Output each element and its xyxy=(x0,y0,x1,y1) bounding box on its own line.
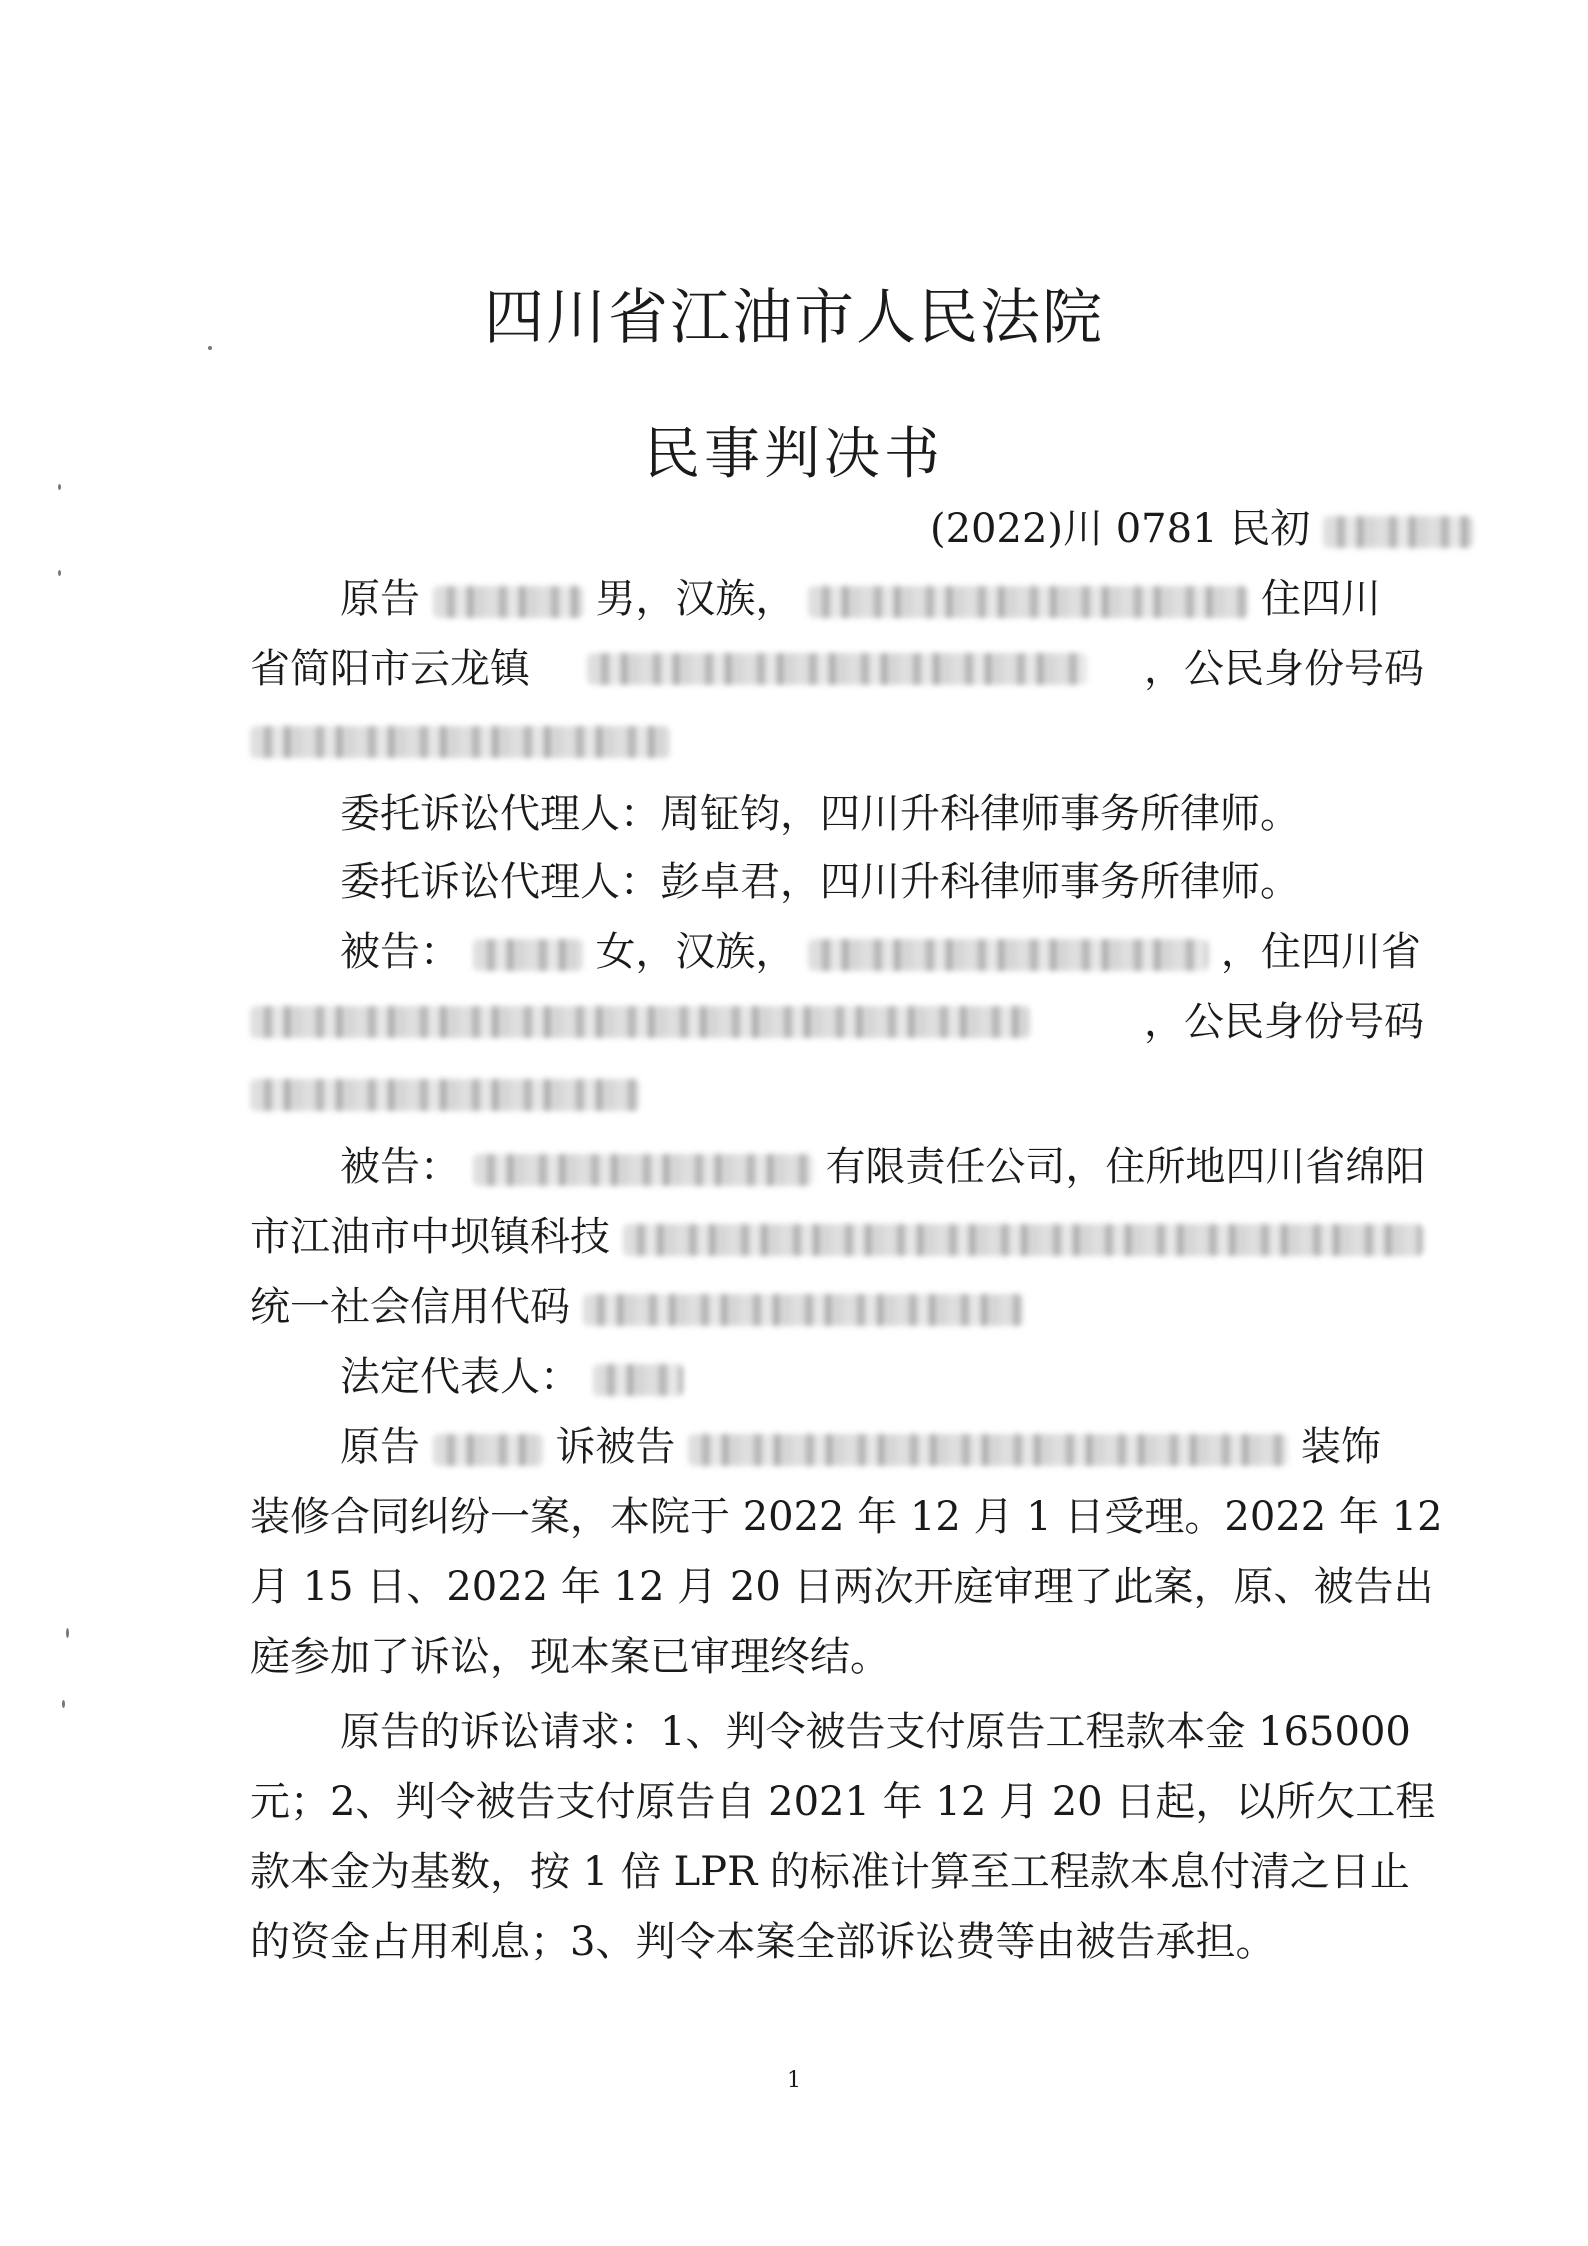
defendant2-label: 被告： xyxy=(340,1144,460,1190)
redacted-defendant2-company xyxy=(473,1154,813,1186)
plaintiff-address-2: 省简阳市云龙镇 xyxy=(250,646,530,692)
scan-speck xyxy=(66,1628,69,1638)
case-number xyxy=(930,505,1473,553)
defendant1-line-1 xyxy=(340,928,1421,976)
case-intro-end: 装饰 xyxy=(1300,1424,1381,1470)
scan-speck xyxy=(58,484,61,490)
redacted-plaintiff-birth xyxy=(808,586,1248,618)
scan-speck xyxy=(58,570,61,576)
redacted-defendant1-birth xyxy=(808,939,1208,971)
redacted-plaintiff-id xyxy=(250,726,670,758)
redacted-legal-rep xyxy=(593,1364,683,1396)
case-intro-line-4: 庭参加了诉讼，现本案已审理终结。 xyxy=(250,1634,890,1680)
plaintiff-address-start: 住四川 xyxy=(1260,576,1381,622)
claims-line-4: 的资金占用利息；3、判令本案全部诉讼费等由被告承担。 xyxy=(250,1919,1276,1965)
case-intro-start: 原告 xyxy=(340,1424,420,1470)
defendant1-id-label: ，公民身份号码 xyxy=(1144,999,1424,1045)
case-intro-line-3: 月 15 日、2022 年 12 月 20 日两次开庭审理了此案，原、被告出 xyxy=(250,1564,1434,1610)
agent-1: 委托诉讼代理人：周钲钧，四川升科律师事务所律师。 xyxy=(340,791,1300,837)
credit-code-label: 统一社会信用代码 xyxy=(250,1284,570,1330)
defendant2-line-1 xyxy=(340,1143,1425,1191)
claims-line-2: 元；2、判令被告支付原告自 2021 年 12 月 20 日起，以所欠工程 xyxy=(250,1779,1436,1825)
defendant1-line-2 xyxy=(250,998,1424,1046)
redacted-defendant1-address xyxy=(250,1006,1030,1038)
document-title: 民事判决书 xyxy=(644,422,944,487)
redacted-plaintiff-name xyxy=(433,586,583,618)
plaintiff-line-3 xyxy=(250,715,670,763)
plaintiff-id-label: ，公民身份号码 xyxy=(1144,646,1424,692)
legal-rep-label: 法定代表人： xyxy=(340,1354,580,1400)
case-intro-line-1 xyxy=(340,1423,1381,1471)
redacted-defendant1-name xyxy=(473,939,583,971)
defendant1-line-3 xyxy=(250,1068,640,1116)
redacted-intro-plaintiff xyxy=(433,1434,543,1466)
case-number-prefix: (2022)川 0781 民初 xyxy=(930,506,1311,552)
redacted-defendant1-id xyxy=(250,1079,640,1111)
defendant2-company-suffix: 有限责任公司，住所地四川省绵阳 xyxy=(825,1144,1426,1190)
case-intro-line-2: 装修合同纠纷一案，本院于 2022 年 12 月 1 日受理。2022 年 12 xyxy=(250,1494,1443,1540)
defendant2-line-2 xyxy=(250,1213,1423,1261)
agent-2: 委托诉讼代理人：彭卓君，四川升科律师事务所律师。 xyxy=(340,859,1300,905)
redacted-credit-code xyxy=(583,1294,1023,1326)
claims-line-1: 原告的诉讼请求：1、判令被告支付原告工程款本金 165000 xyxy=(340,1709,1411,1755)
plaintiff-line-1 xyxy=(340,575,1381,623)
redacted-plaintiff-address xyxy=(587,653,1087,685)
defendant1-address-start: ，住四川省 xyxy=(1220,929,1421,975)
plaintiff-label: 原告 xyxy=(340,576,420,622)
scan-speck xyxy=(208,346,212,350)
court-title: 四川省江油市人民法院 xyxy=(484,283,1104,353)
redacted-case-number xyxy=(1323,516,1473,548)
scan-speck xyxy=(62,1700,65,1708)
defendant2-address-2: 市江油市中坝镇科技 xyxy=(250,1214,610,1260)
plaintiff-line-2 xyxy=(250,645,1424,693)
redacted-intro-defendant xyxy=(688,1434,1288,1466)
redacted-defendant2-address xyxy=(623,1224,1423,1256)
page-number: 1 xyxy=(787,2068,801,2093)
defendant1-label: 被告： xyxy=(340,929,460,975)
plaintiff-gender: 男，汉族， xyxy=(595,576,796,622)
case-intro-mid: 诉被告 xyxy=(555,1424,676,1470)
claims-line-3: 款本金为基数，按 1 倍 LPR 的标准计算至工程款本息付清之日止 xyxy=(250,1849,1410,1895)
defendant2-line-3 xyxy=(250,1283,1023,1331)
legal-representative xyxy=(340,1353,683,1401)
defendant1-gender: 女，汉族， xyxy=(595,929,796,975)
